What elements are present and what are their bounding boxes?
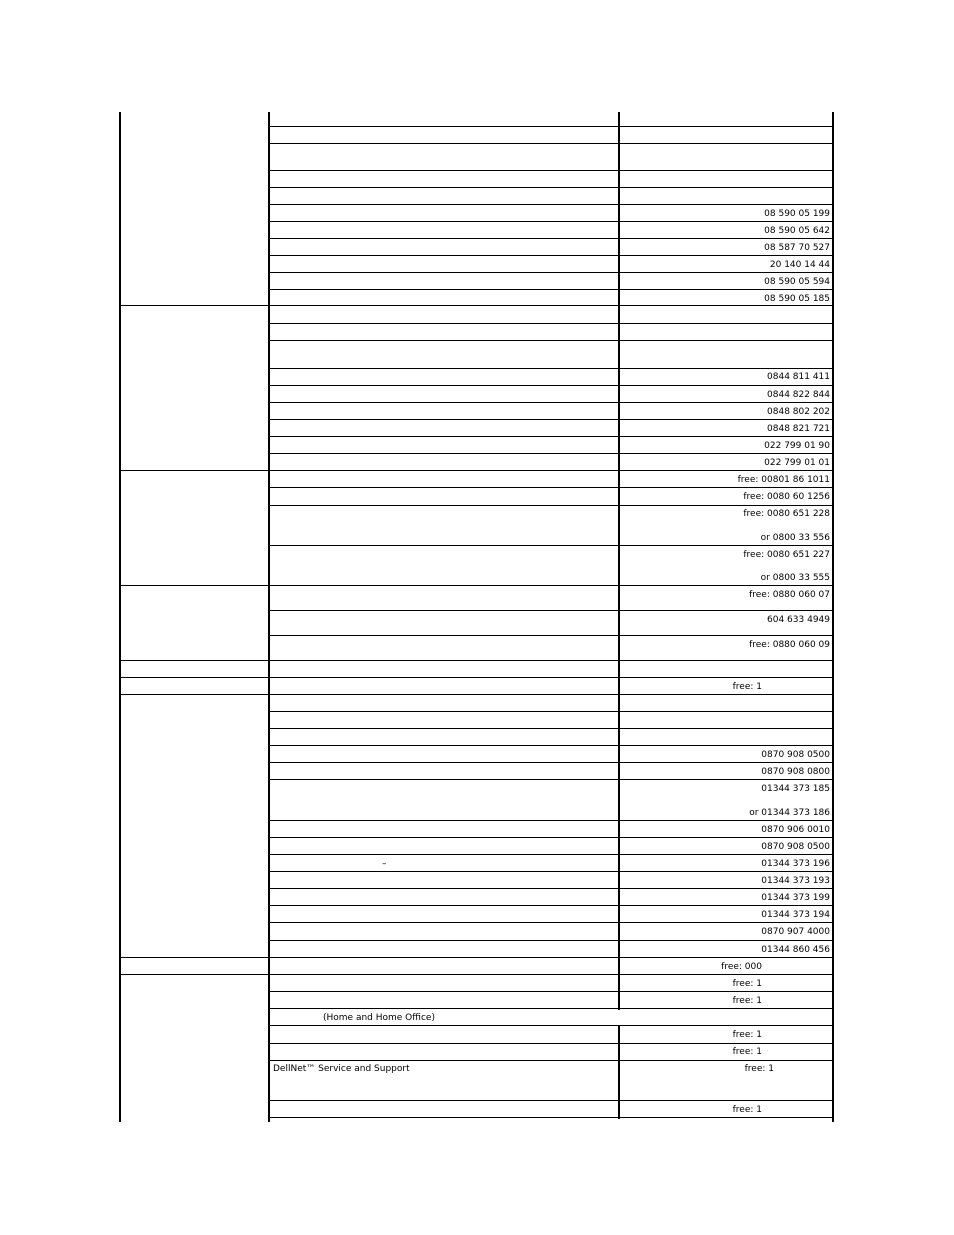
row-divider: [269, 820, 834, 821]
row-divider: [269, 745, 834, 746]
row-divider: [269, 170, 834, 171]
phone-number: free: 0880 060 09: [749, 640, 830, 650]
row-divider: [269, 505, 834, 506]
phone-number: 0844 822 844: [767, 390, 830, 400]
row-divider: [269, 187, 834, 188]
row-divider: [269, 204, 834, 205]
row-divider: [269, 221, 834, 222]
phone-number: 08 590 05 185: [764, 294, 830, 304]
row-divider: [269, 905, 834, 906]
phone-number: 01344 860 456: [761, 945, 830, 955]
row-divider: [269, 238, 834, 239]
free-number: free: 1: [732, 979, 762, 989]
phone-number: 08 590 05 199: [764, 209, 830, 219]
row-divider: [269, 126, 834, 127]
phone-number: 01344 373 194: [761, 910, 830, 920]
section-divider: [119, 305, 834, 306]
free-number: free: 1: [732, 682, 762, 692]
row-divider: [269, 453, 834, 454]
section-divider: [119, 660, 834, 661]
phone-number: or 0800 33 556: [760, 533, 830, 543]
table-right-border: [832, 112, 834, 1122]
phone-number: or 01344 373 186: [749, 808, 830, 818]
section-divider: [119, 694, 834, 695]
free-number: free: 1: [732, 996, 762, 1006]
section-divider: [119, 957, 834, 958]
section-divider: [119, 974, 834, 975]
row-divider: [269, 991, 834, 992]
phone-number: 022 799 01 01: [764, 458, 830, 468]
row-divider: [269, 385, 834, 386]
phone-number: free: 0080 651 227: [743, 550, 830, 560]
row-divider: [269, 854, 834, 855]
row-divider: [269, 922, 834, 923]
free-number: free: 1: [732, 1030, 762, 1040]
phone-number: free: 0880 060 07: [749, 590, 830, 600]
row-divider: [269, 635, 834, 636]
column-divider-1: [268, 112, 270, 1122]
row-divider: [269, 323, 834, 324]
phone-number: free: 0080 60 1256: [743, 492, 830, 502]
row-divider: [269, 402, 834, 403]
row-divider: [269, 255, 834, 256]
row-divider: [269, 1008, 834, 1009]
phone-number: 0870 908 0800: [761, 767, 830, 777]
phone-number: 08 590 05 594: [764, 277, 830, 287]
table-left-border: [119, 112, 121, 1122]
phone-number: 0848 821 721: [767, 424, 830, 434]
row-divider: [269, 1025, 834, 1026]
row-divider: [269, 762, 834, 763]
row-divider: [269, 1043, 834, 1044]
phone-number: 0870 907 4000: [761, 927, 830, 937]
row-divider: [269, 837, 834, 838]
phone-number: free: 00801 86 1011: [737, 475, 830, 485]
row-divider: [269, 711, 834, 712]
free-number: free: 1: [744, 1064, 774, 1074]
row-divider: [269, 289, 834, 290]
phone-number: 0844 811 411: [767, 372, 830, 382]
phone-number: 0870 906 0010: [761, 825, 830, 835]
free-number: free: 000: [721, 962, 762, 972]
row-divider: [269, 779, 834, 780]
row-divider: [269, 436, 834, 437]
section-divider: [119, 677, 834, 678]
home-office-label: (Home and Home Office): [323, 1013, 435, 1023]
phone-number: 20 140 14 44: [769, 260, 830, 270]
row-divider: [269, 610, 834, 611]
row-divider: [269, 871, 834, 872]
row-divider: [269, 143, 834, 144]
phone-number: free: 0080 651 228: [743, 509, 830, 519]
phone-number: or 0800 33 555: [760, 573, 830, 583]
row-divider: [269, 940, 834, 941]
free-number: free: 1: [732, 1047, 762, 1057]
phone-number: 022 799 01 90: [764, 441, 830, 451]
phone-number: 01344 373 196: [761, 859, 830, 869]
row-divider: [269, 545, 834, 546]
row-divider: [269, 888, 834, 889]
column-divider-2: [618, 112, 620, 1010]
row-divider: [269, 272, 834, 273]
phone-number: 0870 908 0500: [761, 750, 830, 760]
section-divider: [119, 470, 834, 471]
phone-number: 0848 802 202: [767, 407, 830, 417]
em-dash: –: [382, 859, 387, 869]
phone-number: 604 633 4949: [767, 615, 830, 625]
row-divider: [269, 1060, 834, 1061]
free-number: free: 1: [732, 1105, 762, 1115]
row-divider: [269, 728, 834, 729]
row-divider: [269, 487, 834, 488]
row-divider: [269, 1100, 834, 1101]
phone-number: 08 587 70 527: [764, 243, 830, 253]
row-divider: [269, 368, 834, 369]
phone-number: 01344 373 193: [761, 876, 830, 886]
row-divider: [269, 419, 834, 420]
dellnet-label: DellNet™ Service and Support: [273, 1064, 410, 1074]
row-divider: [269, 340, 834, 341]
section-divider: [119, 585, 834, 586]
phone-number: 08 590 05 642: [764, 226, 830, 236]
row-divider: [269, 1117, 834, 1118]
phone-number: 01344 373 185: [761, 784, 830, 794]
phone-number: 0870 908 0500: [761, 842, 830, 852]
phone-number: 01344 373 199: [761, 893, 830, 903]
